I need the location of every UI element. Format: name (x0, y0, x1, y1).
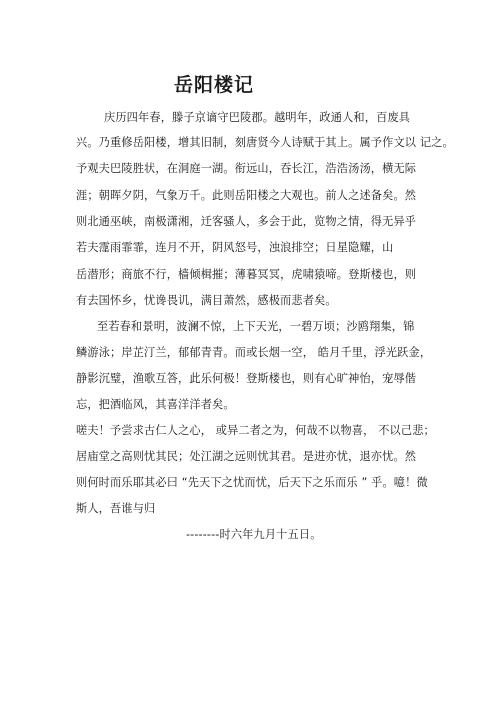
text-line-5: 则北通巫峡，南极潇湘，迁客骚人，多会于此，览物之情，得无异乎 (76, 215, 417, 228)
text-line-13: 嗟夫！予尝求古仁人之心， 或异二者之为，何哉不以物喜， 不以己悲； (76, 424, 435, 437)
text-line-3: 予观夫巴陵胜状，在洞庭一湖。衔远山，吞长江，浩浩汤汤，横无际 (76, 162, 417, 175)
text-line-2: 兴。乃重修岳阳楼，增其旧制，刻唐贤今人诗赋于其上。属予作文以 记之。 (76, 136, 454, 149)
text-line-1: 庆历四年春，滕子京谪守巴陵郡。越明年，政通人和，百废具 (104, 111, 411, 124)
text-line-16: 斯人，吾谁与归 (76, 502, 156, 515)
text-line-14: 居庙堂之高则忧其民；处江湖之远则忧其君。是进亦忧，退亦忧。然 (76, 450, 417, 463)
text-line-15: 则何时而乐耶其必曰 “先天下之忧而忧，后天下之乐而乐 ” 乎。噫！微 (76, 476, 428, 489)
text-line-7: 岳潜形；商旅不行，樯倾楫摧；薄暮冥冥，虎啸猿啼。登斯楼也，则 (76, 268, 417, 281)
text-line-10: 鳞游泳；岸芷汀兰，郁郁青青。而或长烟一空， 皓月千里，浮光跃金， (76, 346, 432, 359)
text-line-6: 若夫霪雨霏霏，连月不开，阴风怒号，浊浪排空；日星隐耀，山 (76, 241, 394, 254)
document-title: 岳阳楼记 (174, 74, 255, 96)
text-line-9: 至若春和景明，波澜不惊，上下天光，一碧万顷；沙鸥翔集，锦 (97, 320, 415, 333)
text-line-date: --------时六年九月十五日。 (186, 528, 322, 541)
text-line-11: 静影沉璧，渔歌互答，此乐何极！登斯楼也，则有心旷神怡，宠辱偕 (76, 372, 417, 385)
text-line-4: 涯；朝晖夕阴，气象万千。此则岳阳楼之大观也。前人之述备矣。然 (76, 189, 417, 202)
text-line-8: 有去国怀乡，忧谗畏讥，满目萧然，感极而悲者矣。 (76, 294, 337, 307)
text-line-12: 忘，把酒临风，其喜洋洋者矣。 (76, 398, 235, 411)
